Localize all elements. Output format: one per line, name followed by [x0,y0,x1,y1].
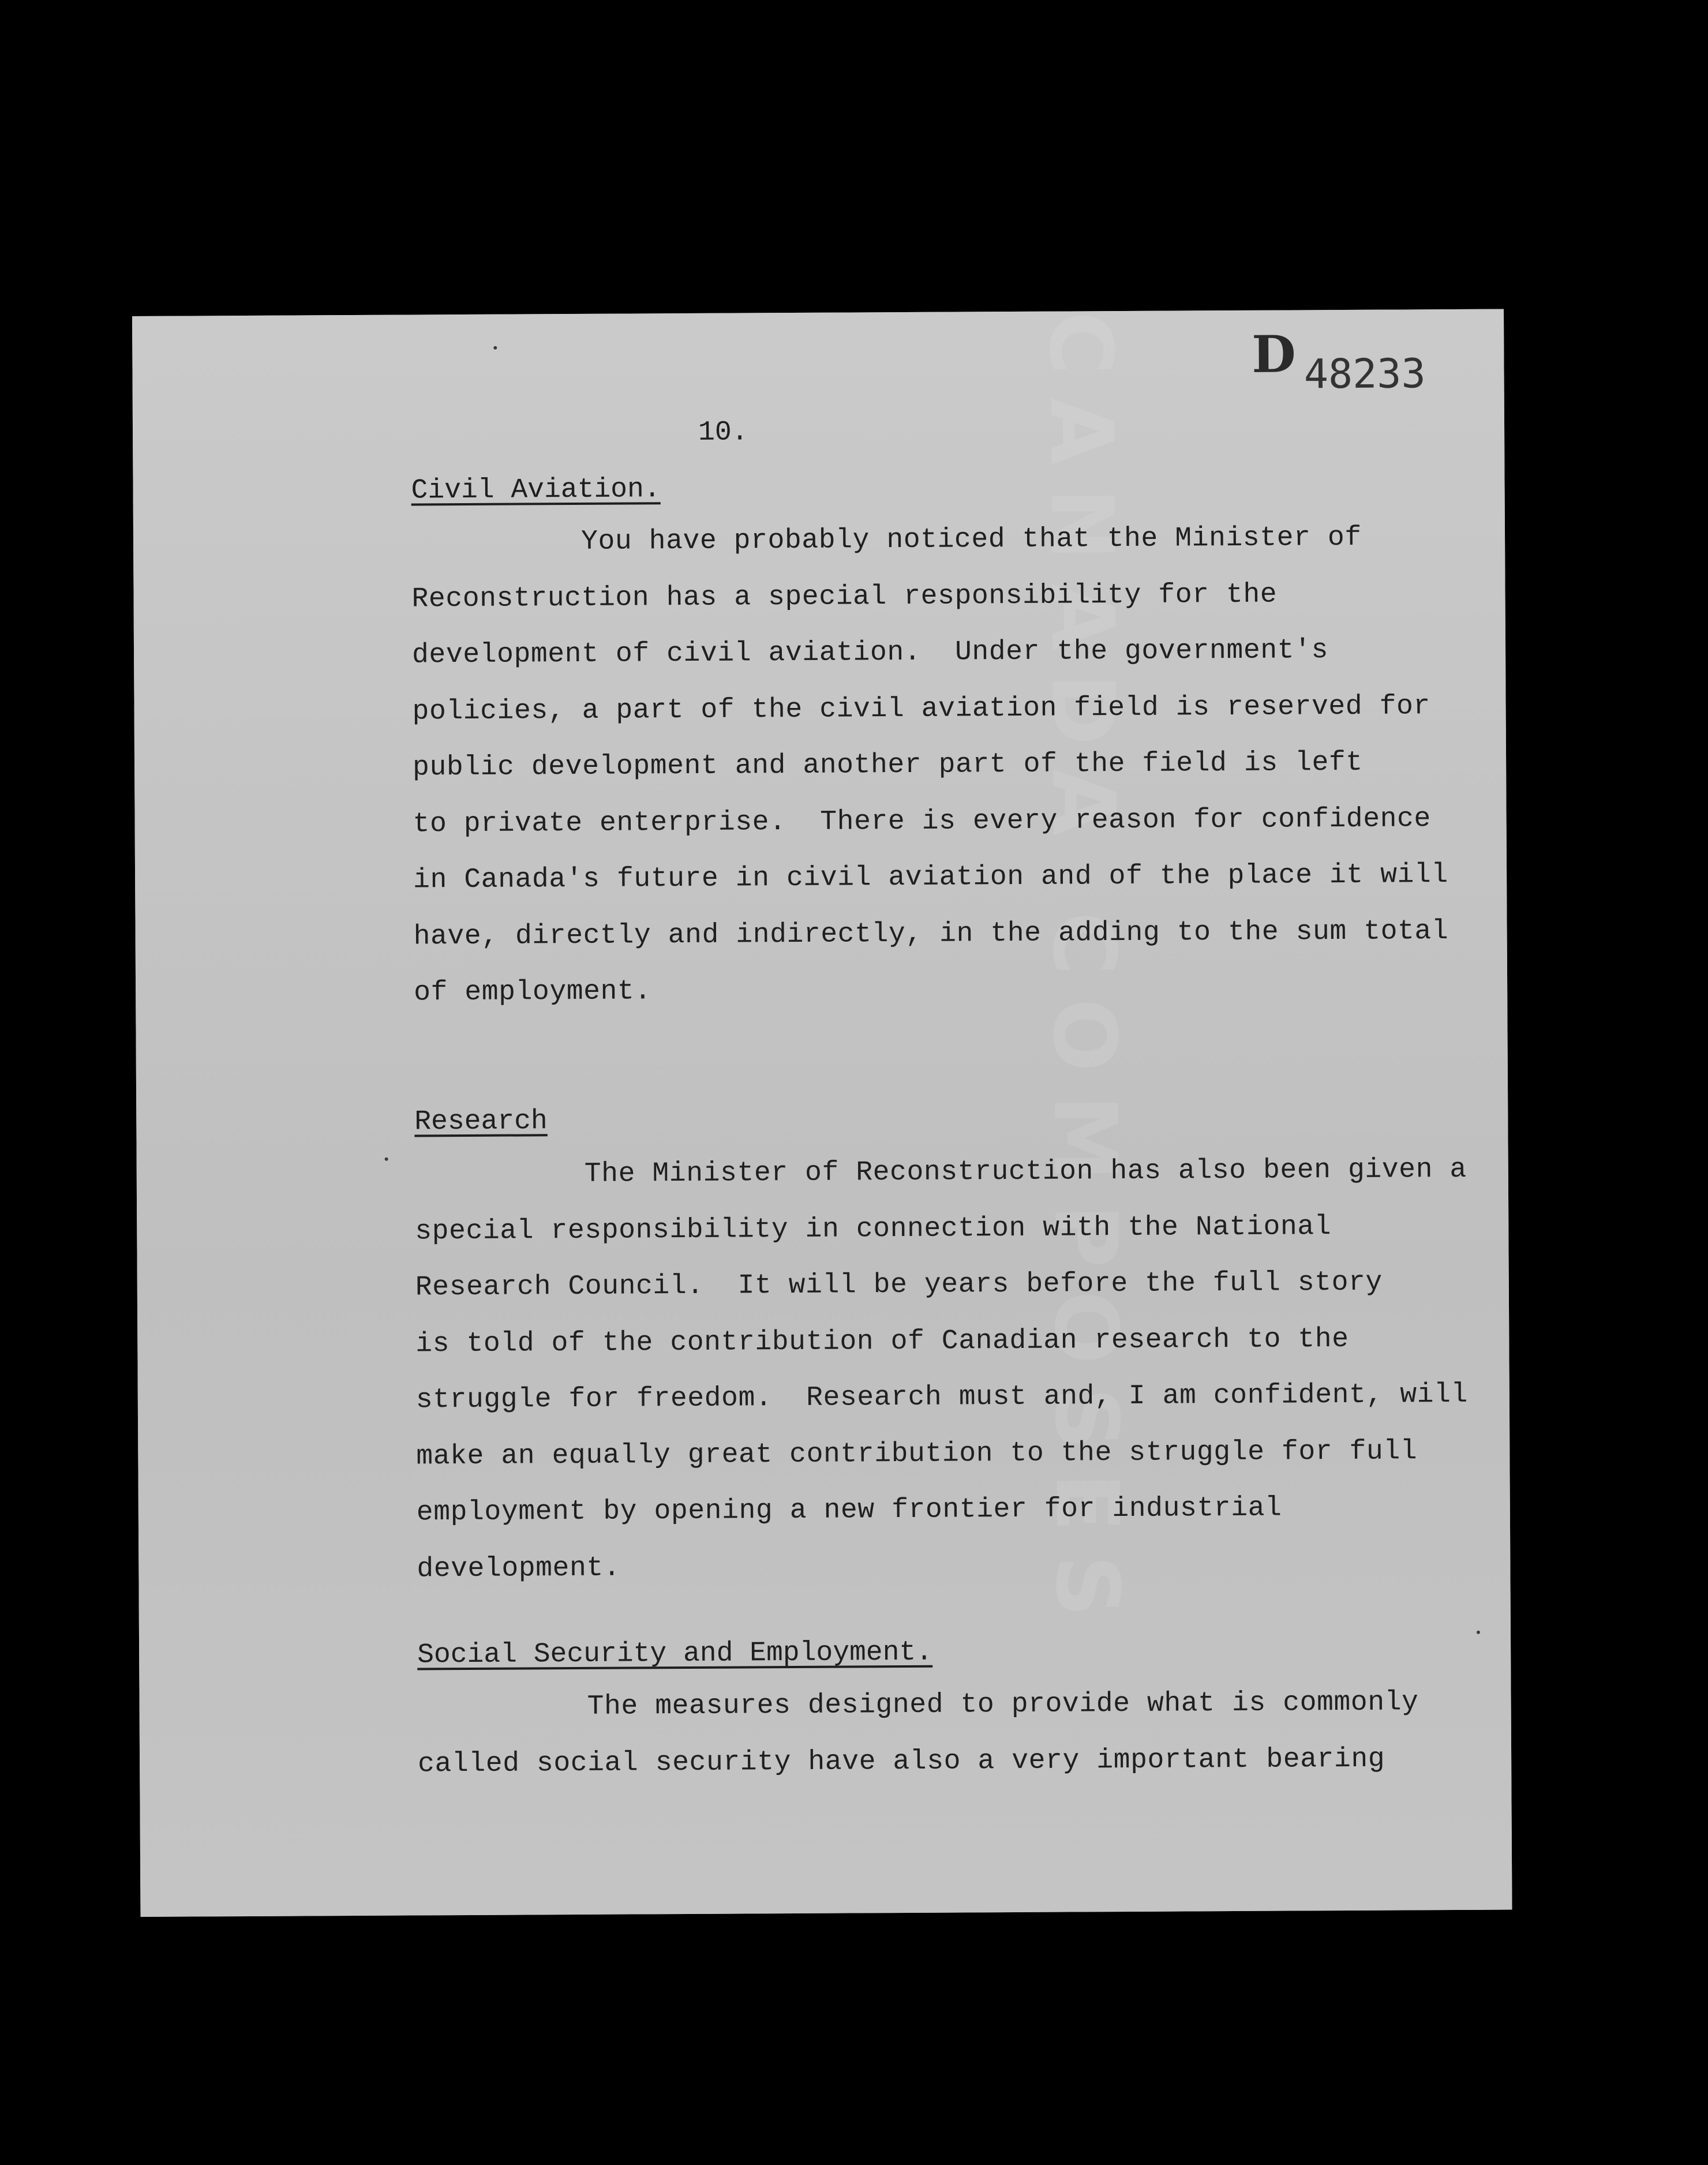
section-heading-research: Research [414,1106,548,1138]
text-line: Reconstruction has a special responsibility for the [411,579,1278,615]
paragraph-civil-aviation [411,510,1505,1021]
text-line: The Minister of Reconstruction has also been given a [414,1153,1467,1191]
section-heading-social-security: Social Security and Employment. [417,1636,933,1671]
text-line: of employment. [414,976,651,1009]
text-line: struggle for freedom. Research must and, I am confident, will [415,1379,1469,1416]
text-line: to private enterprise. There is every reason for confidence [413,803,1432,840]
text-line: The measures designed to provide what is commonly [417,1687,1419,1724]
text-line: employment by opening a new frontier for industrial [416,1492,1282,1529]
text-line: You have probably noticed that the Minister of [411,522,1362,559]
document-page [132,309,1512,1917]
text-line: in Canada's future in civil aviation and of the place it will [413,859,1448,896]
text-line: called social security have also a very important bearing [418,1743,1385,1780]
text-line: have, directly and indirectly, in the adding to the sum total [413,915,1449,952]
paper-speck [385,1158,388,1161]
page-number: 10. [698,417,748,448]
paragraph-social-security [417,1675,1508,1793]
paper-speck [493,346,497,350]
paragraph-research [415,1142,1508,1598]
archive-stamp [1252,324,1426,398]
paper-speck [1477,1631,1480,1634]
stamp-number: 48233 [1304,350,1426,398]
text-line: make an equally great contribution to the struggle for full [416,1435,1418,1472]
text-line: public development and another part of the field is left [412,747,1363,784]
text-line: development of civil aviation. Under the government's [411,635,1329,671]
stamp-letter: D [1252,324,1296,384]
text-line: Research Council. It will be years before the full story [415,1267,1383,1304]
section-heading-civil-aviation: Civil Aviation. [411,474,661,507]
text-line: special responsibility in connection with the National [415,1211,1332,1247]
text-line: development. [417,1552,621,1585]
text-line: policies, a part of the civil aviation field is reserved for [412,690,1430,727]
text-line: is told of the contribution of Canadian research to the [415,1323,1349,1359]
watermark: CANADA COMPOSES [1029,310,1138,1641]
